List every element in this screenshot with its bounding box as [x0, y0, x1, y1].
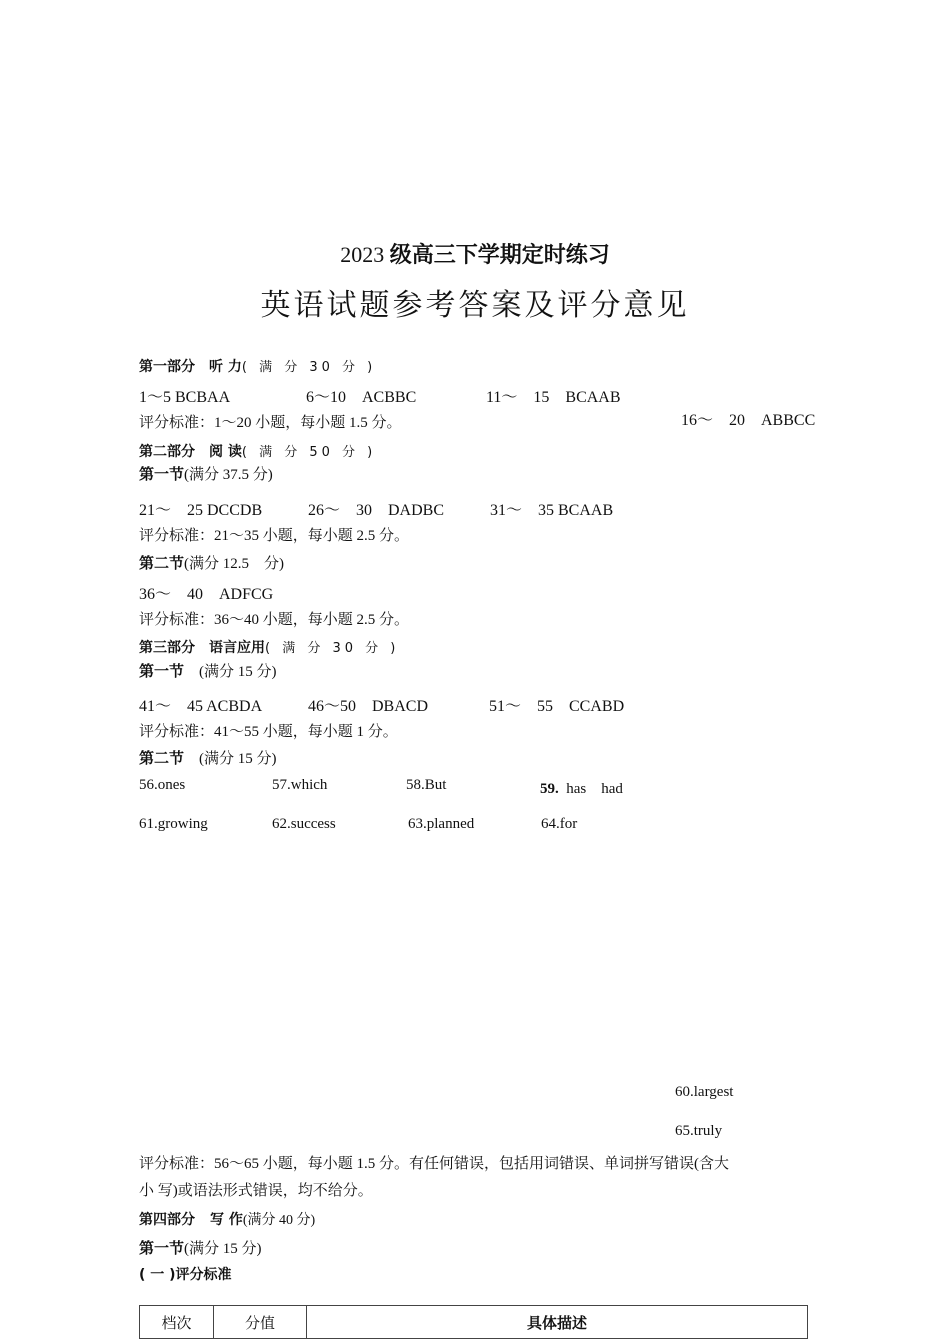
table-header-row: [140, 1306, 808, 1339]
part4-score: (满分 40 分): [242, 1213, 316, 1228]
answer-58: 58.But: [406, 777, 447, 793]
answer-1-5: 1～5 BCBAA: [139, 389, 231, 406]
answer-11-15: 11～ 15 BCAAB: [486, 389, 621, 406]
part3-heading: [139, 637, 399, 657]
part2-section1-title: 第一节: [139, 465, 185, 483]
title-main: 级高三下学期定时练习: [389, 242, 610, 267]
part1-title: 第一部分 听 力: [139, 359, 242, 375]
part2-section2-standard: 评分标准：36～40 小题，每小题 2.5 分。: [139, 612, 410, 628]
answer-62: 62.success: [272, 816, 336, 832]
part2-section2-score: (满分 12.5 分): [184, 556, 285, 572]
part4-section1-heading: [139, 1237, 262, 1258]
part2-section1-score: (满分 37.5 分): [184, 467, 273, 483]
answer-56: 56.ones: [139, 777, 186, 793]
part1-standard: 评分标准：1～20 小题，每小题 1.5 分。: [139, 415, 402, 431]
part2-section1-heading: [139, 463, 273, 484]
part3-section2-standard-line1: 评分标准：56～65 小题，每小题 1.5 分。有任何错误，包括用词错误、单词拼写错误(含大: [139, 1156, 729, 1172]
part1-score: ( 满 分 30 分 ): [241, 360, 377, 375]
part1-heading: [139, 356, 376, 376]
answer-41-45: 41～ 45 ACBDA: [139, 698, 263, 715]
answer-57: 57.which: [272, 777, 328, 793]
answer-59-number: 59.: [540, 781, 559, 797]
answer-26-30: 26～ 30 DADBC: [308, 502, 445, 519]
answer-64: 64.for: [541, 816, 578, 832]
part2-score: ( 满 分 50 分 ): [241, 445, 377, 460]
answer-16-20: 16～ 20 ABBCC: [681, 412, 816, 429]
answer-65: 65.truly: [675, 1123, 723, 1139]
part2-heading: [139, 441, 376, 461]
part4-section1-score: (满分 15 分): [184, 1241, 262, 1257]
part4-title2: 写 作: [210, 1212, 243, 1228]
answer-36-40: 36～ 40 ADFCG: [139, 586, 274, 603]
document-title-line1: [0, 238, 950, 269]
part2-title: 第二部分 阅 读: [139, 444, 242, 460]
part3-title: 第三部分 语言应用: [139, 640, 265, 656]
answer-59: [540, 777, 623, 798]
part2-section2-title: 第二节: [139, 554, 185, 572]
table-header-description: 具体描述: [307, 1306, 808, 1339]
answer-59-text: has had: [566, 781, 623, 797]
criteria-heading: ( 一 )评分标准: [139, 1267, 232, 1283]
part2-section1-standard: 评分标准：21～35 小题，每小题 2.5 分。: [139, 528, 410, 544]
part4-section1-title: 第一节: [139, 1239, 185, 1257]
answer-51-55: 51～ 55 CCABD: [489, 698, 625, 715]
part4-heading: [139, 1209, 315, 1229]
part3-section2-heading: [139, 747, 277, 768]
answer-46-50: 46～50 DBACD: [308, 698, 429, 715]
part4-title: 第四部分: [139, 1212, 195, 1228]
part3-section2-title: 第二节: [139, 749, 185, 767]
answer-61: 61.growing: [139, 816, 208, 832]
table-header-level: 档次: [140, 1306, 214, 1339]
part3-section2-score: (满分 15 分): [199, 751, 277, 767]
part3-section1-heading: [139, 660, 277, 681]
answer-6-10: 6～10 ACBBC: [306, 389, 417, 406]
answer-31-35: 31～ 35 BCAAB: [490, 502, 614, 519]
answer-63: 63.planned: [408, 816, 475, 832]
part3-section1-standard: 评分标准：41～55 小题，每小题 1 分。: [139, 724, 398, 740]
table-header-score: 分值: [214, 1306, 307, 1339]
part3-section2-standard-line2: 小 写)或语法形式错误，均不给分。: [139, 1183, 373, 1199]
part3-section1-score: (满分 15 分): [199, 664, 277, 680]
title-year: 2023: [340, 242, 385, 267]
part3-score: ( 满 分 30 分 ): [265, 641, 400, 656]
grading-table: [139, 1305, 808, 1339]
answer-21-25: 21～ 25 DCCDB: [139, 502, 263, 519]
answer-60: 60.largest: [675, 1084, 734, 1100]
part2-section2-heading: [139, 552, 284, 573]
document-title-line2: 英语试题参考答案及评分意见: [260, 289, 690, 322]
part3-section1-title: 第一节: [139, 662, 185, 680]
